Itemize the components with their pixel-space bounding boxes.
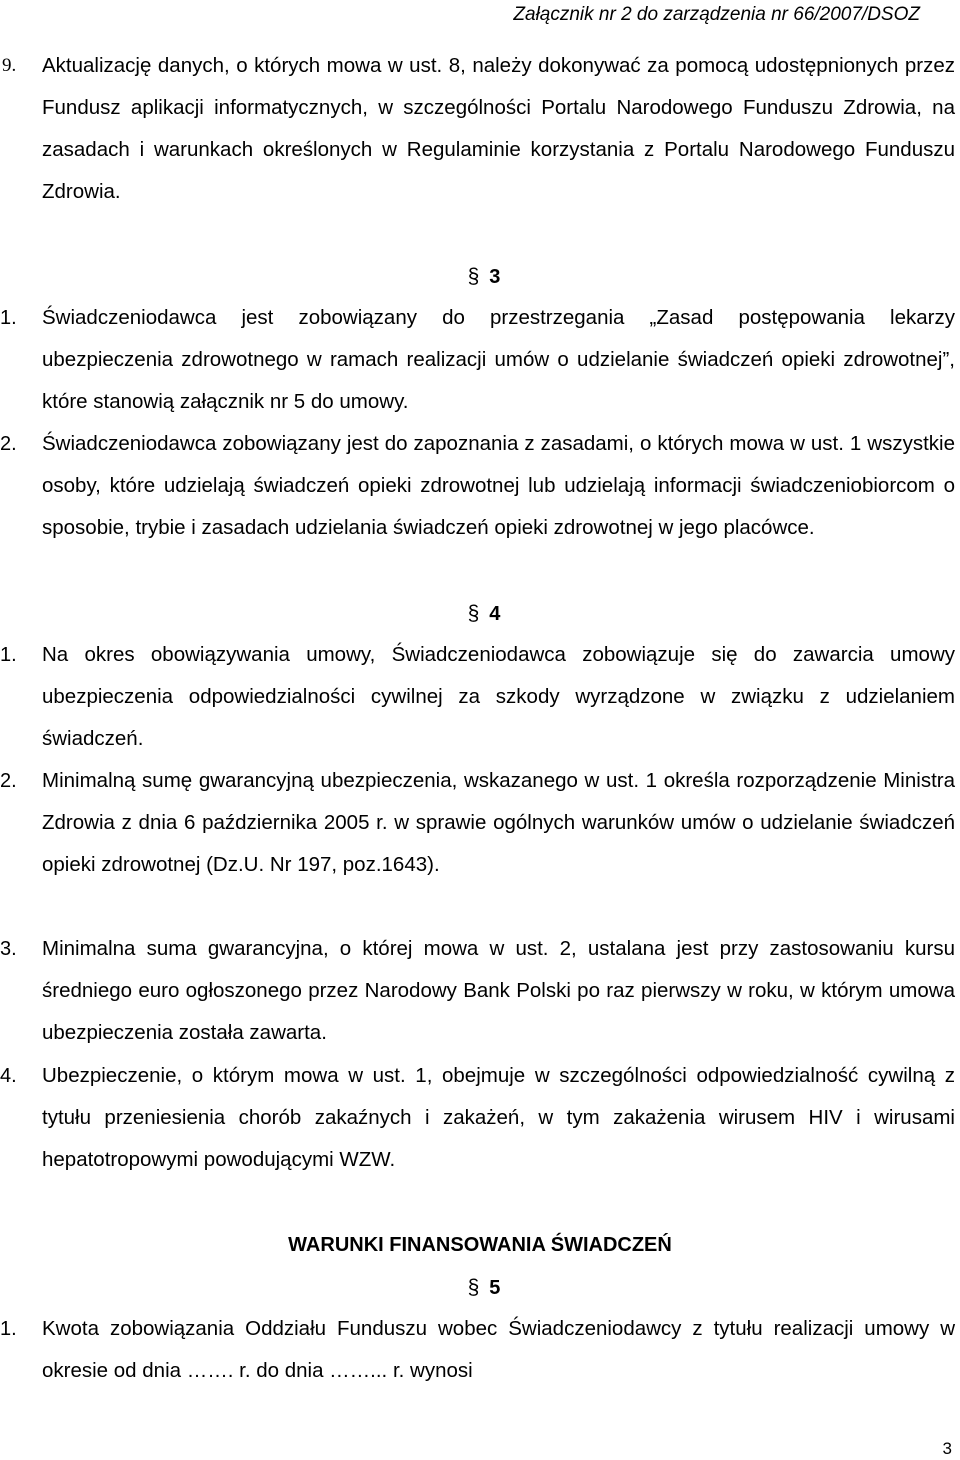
section-3-item-2 — [0, 423, 960, 549]
item-text: Ubezpieczenie, o którym mowa w ust. 1, obejmuje w szczególności odpowiedzialność cywilną z tytułu przeniesienia chorób zakaźnych i zakażeń, w tym zakażenia wirusem HIV i wirusami hepatotropowymi powodującymi WZW. — [42, 1064, 955, 1171]
document-header: Załącznik nr 2 do zarządzenia nr 66/2007/DSOZ — [513, 4, 920, 25]
page-number: 3 — [942, 1439, 952, 1458]
section-number: 4 — [489, 603, 501, 625]
section-sign: § — [467, 1276, 480, 1299]
item-text: Minimalna suma gwarancyjna, o której mowa w ust. 2, ustalana jest przy zastosowaniu kursu średniego euro ogłoszonego przez Narodowy Bank Polski po raz pierwszy w roku, w którym umowa ubezpieczenia została zawarta. — [42, 937, 955, 1044]
section-4-item-1 — [0, 634, 960, 760]
item-text: Minimalną sumę gwarancyjną ubezpieczenia, wskazanego w ust. 1 określa rozporządzenie Ministra Zdrowia z dnia 6 października 2005 r. w sprawie ogólnych warunków umów o udzielanie świadczeń opieki zdrowotnej (Dz.U. Nr 197, poz.1643). — [42, 769, 955, 876]
paragraph-9 — [0, 45, 960, 213]
item-number: 9. — [2, 55, 17, 76]
item-number: 2. — [0, 770, 17, 792]
item-text: Kwota zobowiązania Oddziału Funduszu wobec Świadczeniodawcy z tytułu realizacji umowy w okresie od dnia ……. r. do dnia ……... r. wynosi — [42, 1317, 955, 1382]
item-number: 1. — [0, 307, 17, 329]
section-4-item-4 — [0, 1055, 960, 1181]
item-number: 1. — [0, 1318, 17, 1340]
section-sign: § — [467, 602, 480, 625]
item-number: 2. — [0, 433, 17, 455]
item-text: Świadczeniodawca zobowiązany jest do zapoznania z zasadami, o których mowa w ust. 1 wszystkie osoby, które udzielają świadczeń opieki zdrowotnej lub udzielają informacji świadczeniobiorcom o sposobie, trybie i zasadach udzielania świadczeń opieki zdrowotnej w jego placówce. — [42, 432, 955, 539]
item-text: Na okres obowiązywania umowy, Świadczeniodawca zobowiązuje się do zawarcia umowy ubezpieczenia odpowiedzialności cywilnej za szkody wyrządzone w związku z udzielaniem świadczeń. — [42, 643, 955, 750]
item-number: 4. — [0, 1065, 17, 1087]
section-heading-3 — [0, 262, 960, 292]
section-number: 5 — [489, 1277, 501, 1299]
section-3-item-1 — [0, 297, 960, 423]
item-text: Aktualizację danych, o których mowa w ust. 8, należy dokonywać za pomocą udostępnionych przez Fundusz aplikacji informatycznych, w szczególności Portalu Narodowego Funduszu Zdrowia, na zasadach i warunkach określonych w Regulaminie korzystania z Portalu Narodowego Funduszu Zdrowia. — [42, 54, 955, 203]
section-4-item-3 — [0, 928, 960, 1054]
section-number: 3 — [489, 266, 501, 288]
item-text: Świadczeniodawca jest zobowiązany do przestrzegania „Zasad postępowania lekarzy ubezpieczenia zdrowotnego w ramach realizacji umów o udzielanie świadczeń opieki zdrowotnej”, które stanowią załącznik nr 5 do umowy. — [42, 306, 955, 413]
section-heading-4 — [0, 599, 960, 629]
financing-heading: WARUNKI FINANSOWANIA ŚWIADCZEŃ — [288, 1234, 672, 1256]
section-5-item-1 — [0, 1308, 960, 1392]
section-sign: § — [467, 265, 480, 288]
section-heading-5 — [0, 1273, 960, 1303]
item-number: 3. — [0, 938, 17, 960]
section-4-item-2 — [0, 760, 960, 886]
item-number: 1. — [0, 644, 17, 666]
